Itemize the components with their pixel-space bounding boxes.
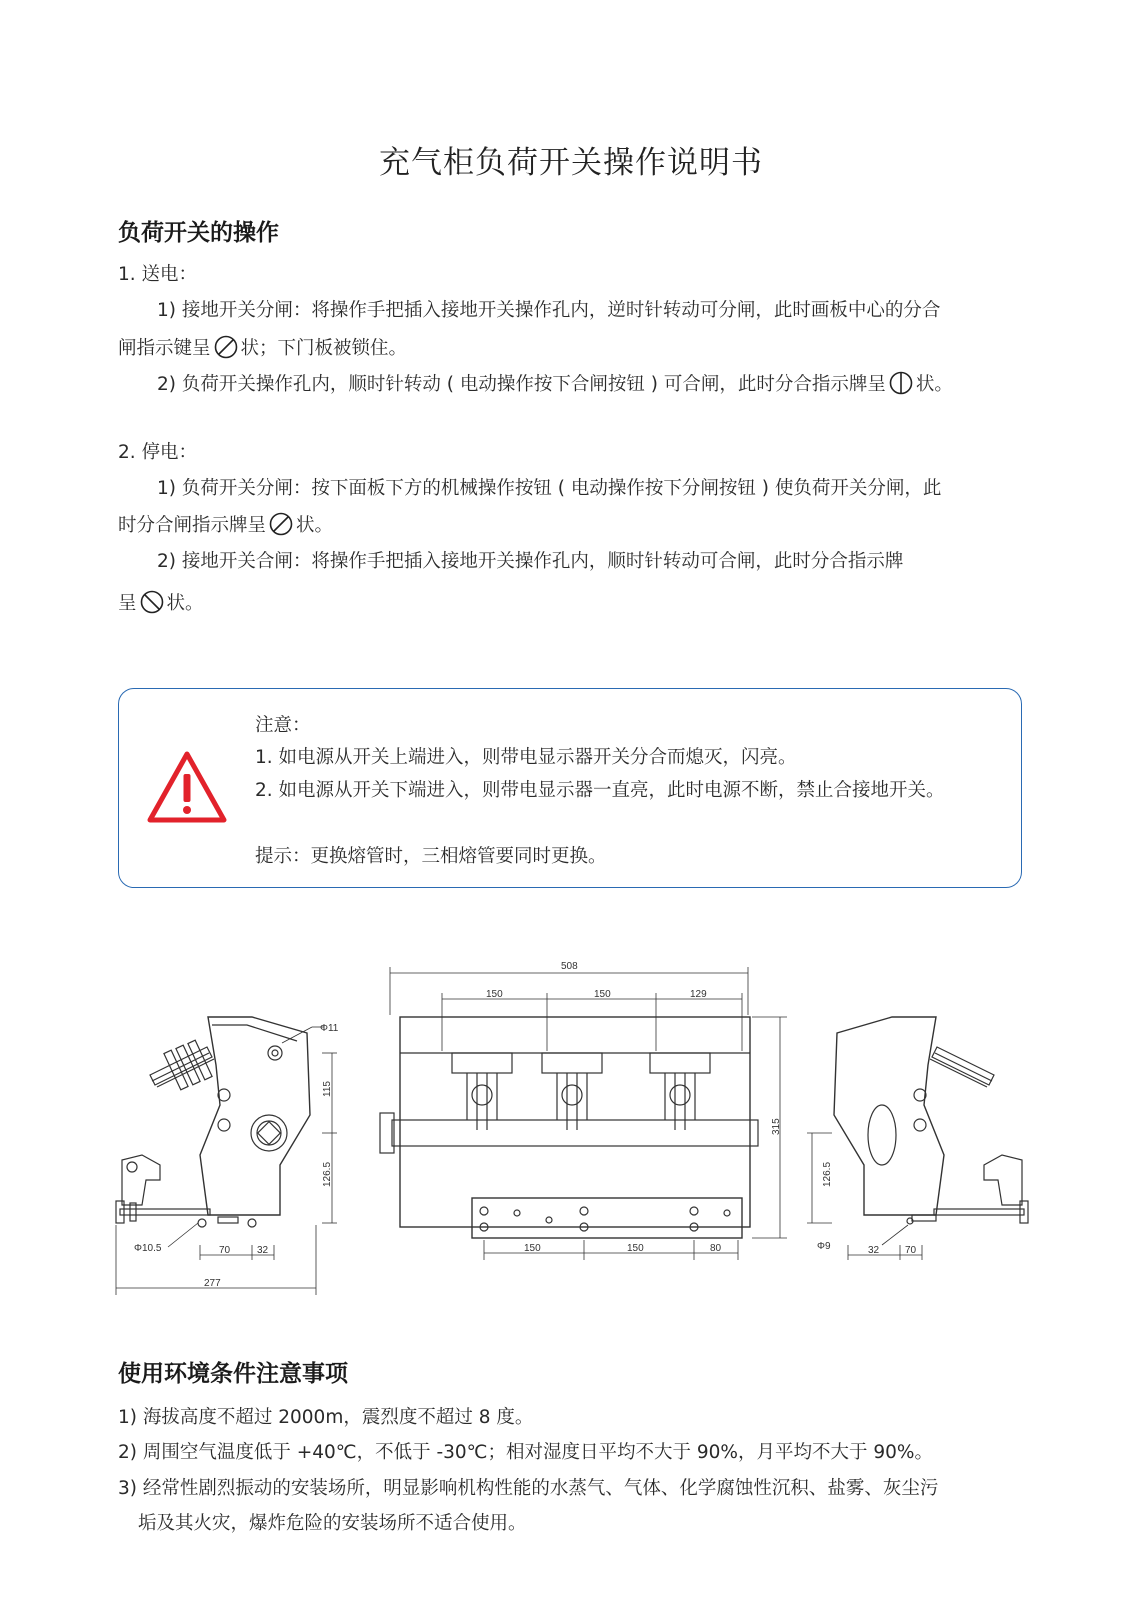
dim-front-150d: 150 — [627, 1243, 644, 1254]
text: 2) 负荷开关操作孔内，顺时针转动 ( 电动操作按下合闸按钮 ) 可合闸，此时分合指示牌呈 — [157, 374, 886, 395]
dim-front-315: 315 — [771, 1118, 782, 1135]
text: 状；下门板被锁住。 — [240, 338, 408, 359]
power-off-step2-cont — [118, 590, 204, 617]
notice-label: 注意： — [255, 715, 311, 736]
dim-right-32: 32 — [868, 1245, 880, 1256]
dim-front-150c: 150 — [524, 1243, 541, 1254]
power-on-step1: 1) 接地开关分闸：将操作手把插入接地开关操作孔内，逆时针转动可分闸，此时画板中心的分合 — [157, 300, 941, 321]
dim-left-70: 70 — [219, 1245, 231, 1256]
dim-front-129: 129 — [690, 989, 707, 1000]
text: 呈 — [118, 593, 137, 614]
dim-left-32: 32 — [257, 1245, 269, 1256]
right-side-view — [807, 1017, 1028, 1260]
env-item-3: 3) 经常性剧烈振动的安装场所，明显影响机构性能的水蒸气、气体、化学腐蚀性沉积、盐雾、灰尘污 — [118, 1478, 939, 1499]
power-off-step1-cont — [118, 512, 333, 539]
dim-left-phi10-5: Φ10.5 — [134, 1243, 162, 1254]
power-off-step1: 1) 负荷开关分闸：按下面板下方的机械操作按钮 ( 电动操作按下分闸按钮 ) 使负荷开关分闸，此 — [157, 478, 942, 499]
text: 状。 — [296, 515, 334, 536]
power-on-step1-cont — [118, 335, 407, 362]
dim-left-126-5: 126.5 — [322, 1161, 333, 1187]
env-item-3-cont: 垢及其火灾，爆炸危险的安装场所不适合使用。 — [138, 1513, 527, 1534]
dim-right-phi9: Φ9 — [817, 1241, 831, 1252]
dim-front-508: 508 — [561, 961, 578, 972]
open-indicator-icon — [269, 512, 293, 536]
section-heading-operation: 负荷开关的操作 — [118, 220, 279, 246]
earthed-indicator-icon — [140, 590, 164, 614]
text: 状。 — [166, 593, 204, 614]
open-indicator-icon — [214, 335, 238, 359]
dim-left-115: 115 — [322, 1081, 333, 1097]
power-off-label: 2. 停电： — [118, 442, 198, 463]
dim-front-80: 80 — [710, 1243, 722, 1254]
dim-left-277: 277 — [204, 1278, 221, 1289]
front-view — [380, 967, 787, 1260]
power-off-step2: 2) 接地开关合闸：将操作手把插入接地开关操作孔内，顺时针转动可合闸，此时分合指示牌 — [157, 551, 904, 572]
dim-front-150b: 150 — [594, 989, 611, 1000]
text: 时分合闸指示牌呈 — [118, 515, 267, 536]
switch-dimension-drawing — [112, 955, 1032, 1295]
notice-item-2: 2. 如电源从开关下端进入，则带电显示器一直亮，此时电源不断，禁止合接地开关。 — [255, 780, 945, 801]
text: 状。 — [915, 374, 953, 395]
closed-indicator-icon — [889, 371, 913, 395]
section-heading-environment: 使用环境条件注意事项 — [118, 1361, 348, 1387]
dim-front-150a: 150 — [486, 989, 503, 1000]
power-on-step2 — [157, 371, 953, 398]
power-on-label: 1. 送电： — [118, 264, 198, 285]
notice-item-1: 1. 如电源从开关上端进入，则带电显示器开关分合而熄灭，闪亮。 — [255, 747, 797, 768]
warning-triangle-icon — [146, 750, 228, 824]
env-item-2: 2) 周围空气温度低于 +40℃，不低于 -30℃；相对湿度日平均不大于 90%，月平均不大于 90%。 — [118, 1442, 933, 1463]
notice-tip: 提示：更换熔管时，三相熔管要同时更换。 — [255, 846, 607, 867]
dim-right-126-5: 126.5 — [822, 1161, 833, 1187]
text: 闸指示键呈 — [118, 338, 211, 359]
dim-right-70: 70 — [905, 1245, 917, 1256]
page-title: 充气柜负荷开关操作说明书 — [379, 145, 763, 181]
env-item-1: 1) 海拔高度不超过 2000m，震烈度不超过 8 度。 — [118, 1407, 534, 1428]
dim-left-phi11: Φ11 — [320, 1023, 339, 1034]
